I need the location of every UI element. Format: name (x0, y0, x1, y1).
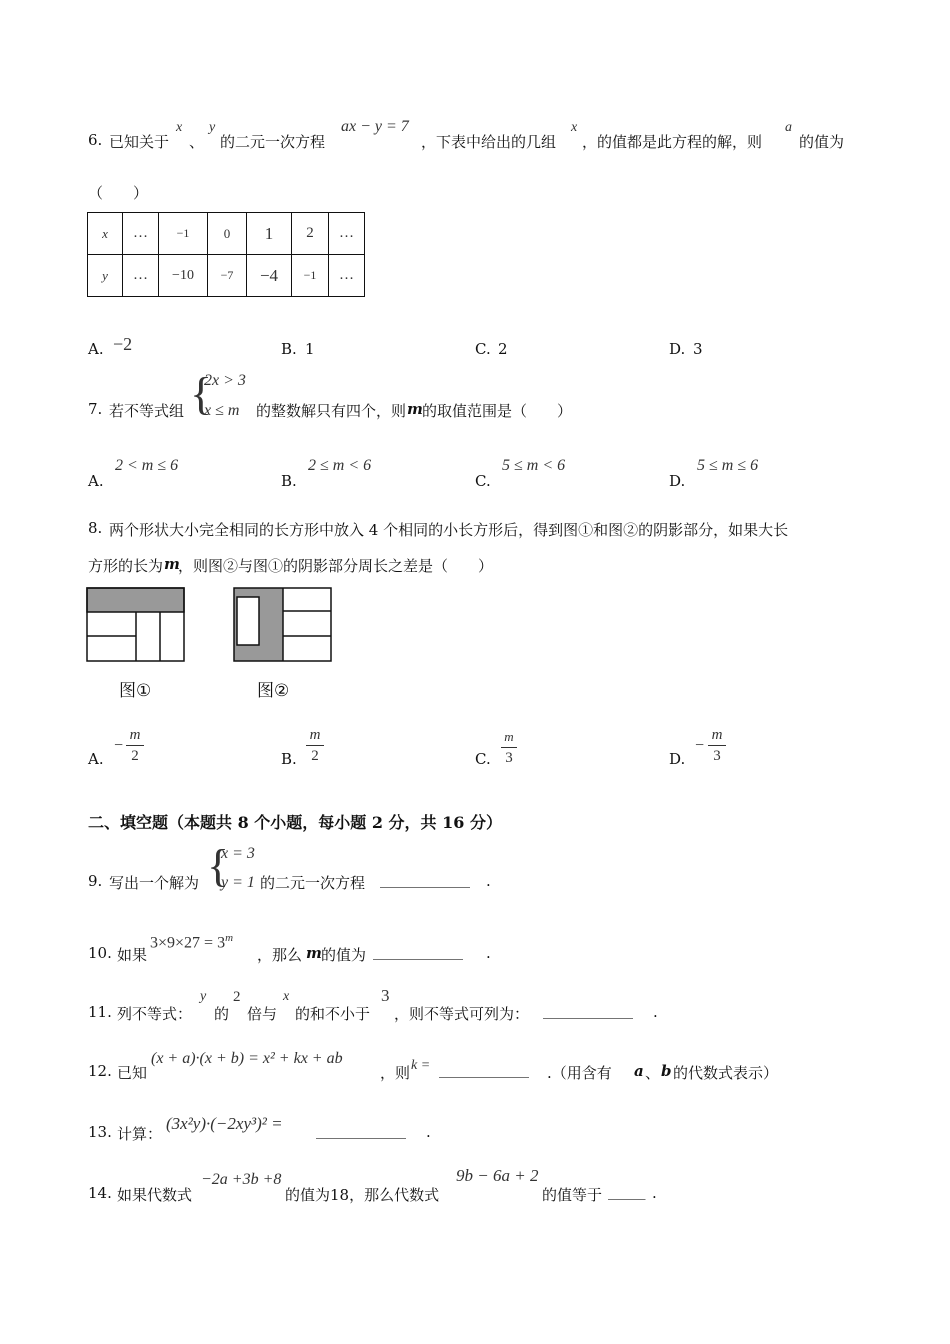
table-cell: y (88, 255, 123, 297)
q9-period: . (486, 872, 491, 890)
table-cell: … (329, 213, 365, 255)
table-row (88, 213, 365, 255)
table-cell: x (88, 213, 123, 255)
q10-expression (150, 932, 233, 952)
q6-value-table (87, 212, 365, 297)
q8-line-1: 两个形状大小完全相同的长方形中放入 4 个相同的小长方形后，得到图①和图②的阴影部分，如果大长 (109, 521, 789, 539)
q6-text-5: 的值为 (799, 133, 845, 151)
q7-text-3: 的取值范围是（ ） (422, 402, 573, 420)
fraction-bar (126, 745, 144, 746)
q11-text-5: ，则不等式可列为： (394, 1005, 530, 1023)
q11-coef-2: 2 (233, 989, 241, 1005)
q6-equation: ax − y = 7 (341, 118, 409, 135)
q6-text-2: 的二元一次方程 (220, 133, 326, 151)
q8-option-a-label: A. (88, 750, 104, 768)
q8-line-2b: ，则图②与图①的阴影部分周长之差是（ ） (178, 557, 494, 575)
q14-expression-2: 9b − 6a + 2 (456, 1166, 539, 1185)
q10-answer-blank[interactable]: ____________ (373, 942, 463, 960)
q7-text-1: 若不等式组 (109, 402, 185, 420)
q12-text-1: 已知 (117, 1064, 148, 1082)
q8-option-a-sign: − (114, 737, 124, 754)
figure-2-diagram (233, 587, 333, 663)
q10-var-m: m (306, 944, 322, 962)
fraction-numerator: m (504, 729, 514, 744)
table-cell: … (123, 255, 159, 297)
q14-expression-1: −2a +3b +8 (201, 1171, 282, 1188)
q11-number: 11. (88, 1003, 112, 1021)
table-cell: 2 (292, 213, 329, 255)
table-cell: … (329, 255, 365, 297)
q12-text-2: ，则 (380, 1064, 411, 1082)
table-cell: −1 (159, 213, 208, 255)
q12-expression: (x + a)·(x + b) = x² + kx + ab (151, 1050, 343, 1067)
table-cell: −4 (247, 255, 292, 297)
fraction-bar (306, 745, 324, 746)
q12-var-k: k = (411, 1058, 431, 1073)
q14-period: . (652, 1184, 657, 1202)
q7-option-a-label: A. (88, 472, 104, 490)
q10-number: 10. (88, 944, 112, 962)
q10-period: . (486, 944, 491, 962)
q6-option-a-value: −2 (113, 334, 133, 354)
q8-option-d-fraction (708, 726, 726, 765)
q11-answer-blank[interactable]: ____________ (543, 1001, 633, 1019)
q13-period: . (426, 1123, 431, 1141)
q6-option-c-value: 2 (498, 340, 508, 358)
fraction-numerator: m (129, 727, 141, 743)
q11-text-4: 的和不小于 (295, 1005, 371, 1023)
fraction-bar (501, 747, 517, 748)
fraction-denominator: 2 (311, 748, 319, 764)
q8-option-d-sign: − (695, 737, 705, 754)
q13-expression: (3x²y)·(−2xy³)² = (166, 1114, 283, 1133)
table-cell: −1 (292, 255, 329, 297)
table-cell: 0 (208, 213, 247, 255)
q11-var-x: x (283, 989, 290, 1004)
q6-var-a: a (785, 120, 792, 135)
q11-period: . (653, 1003, 658, 1021)
figure-1-caption: 图① (119, 681, 152, 701)
q14-text-3: 的值等于 (542, 1186, 603, 1204)
figure-2-caption: 图② (257, 681, 290, 701)
fraction-denominator: 3 (505, 750, 513, 766)
q14-text-1: 如果代数式 (117, 1186, 193, 1204)
q6-var-y: y (209, 120, 216, 135)
q8-option-b-fraction (306, 726, 324, 765)
q6-option-d-value: 3 (693, 340, 703, 358)
q11-text-3: 倍与 (247, 1005, 278, 1023)
q6-var-x2: x (571, 120, 578, 135)
q11-var-y: y (200, 989, 207, 1004)
q8-option-b-label: B. (281, 750, 297, 768)
q6-option-c-label: C. (475, 340, 491, 358)
q12-number: 12. (88, 1062, 112, 1080)
q7-text-2: 的整数解只有四个，则 (256, 402, 407, 420)
q7-option-d-label: D. (669, 472, 686, 490)
q12-var-b: b (661, 1062, 672, 1080)
q11-const-3: 3 (381, 986, 390, 1005)
q7-option-a-value: 2 < m ≤ 6 (115, 457, 179, 474)
q12-text-4: 、 (645, 1064, 661, 1082)
q12-var-a: a (634, 1062, 644, 1080)
q7-system-brace: { (190, 368, 213, 419)
q6-text-1: 已知关于 (109, 133, 170, 151)
q6-text-3: ，下表中给出的几组 (421, 133, 557, 151)
q14-answer-blank[interactable]: _____ (608, 1182, 646, 1200)
table-row (88, 255, 365, 297)
q6-option-b-value: 1 (305, 340, 315, 358)
q6-number: 6. (88, 131, 103, 149)
q13-answer-blank[interactable]: ____________ (316, 1121, 406, 1139)
table-cell: … (123, 213, 159, 255)
fraction-denominator: 2 (131, 748, 139, 764)
q9-number: 9. (88, 872, 103, 890)
table-cell: −10 (159, 255, 208, 297)
q6-option-a-label: A. (88, 340, 104, 358)
figure-2-inner-rect (237, 597, 259, 645)
q11-text-1: 列不等式： (117, 1005, 193, 1023)
q9-text-1: 写出一个解为 (109, 874, 200, 892)
q8-option-c-fraction (501, 728, 517, 767)
figure-1-shaded-area (87, 588, 184, 612)
q8-option-d-label: D. (669, 750, 686, 768)
q8-var-m: m (164, 555, 180, 573)
q6-text-4: ，的值都是此方程的解，则 (582, 133, 763, 151)
section-2-title: 二、填空题（本题共 8 个小题，每小题 2 分，共 16 分） (88, 813, 502, 832)
q10-exponent: m (225, 932, 234, 944)
q7-system-line-1: 2x > 3 (204, 372, 246, 389)
q7-option-b-label: B. (281, 472, 297, 490)
q11-text-2: 的 (214, 1005, 230, 1023)
q12-answer-blank[interactable]: ____________ (439, 1060, 529, 1078)
q13-number: 13. (88, 1123, 112, 1141)
q9-answer-blank[interactable]: ____________ (380, 870, 470, 888)
figure-1-diagram (86, 587, 186, 663)
q7-system-line-2: x ≤ m (204, 402, 240, 419)
q6-var-x: x (176, 120, 183, 135)
q6-option-b-label: B. (281, 340, 297, 358)
q6-sep: 、 (189, 133, 205, 151)
q14-text-2: 的值为18，那么代数式 (285, 1186, 440, 1204)
q7-option-c-value: 5 ≤ m < 6 (502, 457, 566, 474)
q8-option-a-fraction (126, 726, 144, 765)
q6-answer-paren: （ ） (88, 184, 149, 202)
q13-text-1: 计算： (117, 1125, 163, 1143)
fraction-bar (708, 745, 726, 746)
q10-text-2: ，那么 (257, 946, 303, 964)
fraction-numerator: m (309, 727, 321, 743)
q8-option-c-label: C. (475, 750, 491, 768)
q12-text-3: .（用含有 (547, 1064, 612, 1082)
q7-option-b-value: 2 ≤ m < 6 (308, 457, 372, 474)
q7-var-m: m (407, 400, 423, 418)
table-cell: 1 (247, 213, 292, 255)
q10-text-1: 如果 (117, 946, 148, 964)
q7-number: 7. (88, 400, 103, 418)
q14-number: 14. (88, 1184, 112, 1202)
q7-option-d-value: 5 ≤ m ≤ 6 (697, 457, 759, 474)
q9-system-line-2: y = 1 (221, 874, 255, 891)
fraction-numerator: m (711, 727, 723, 743)
table-cell: −7 (208, 255, 247, 297)
q8-number: 8. (88, 519, 103, 537)
q9-text-2: 的二元一次方程 (260, 874, 366, 892)
q10-text-3: 的值为 (321, 946, 367, 964)
q10-expression-base: 3×9×27 = 3 (150, 934, 226, 952)
q12-text-5: 的代数式表示） (673, 1064, 779, 1082)
q9-system-brace: { (207, 840, 230, 891)
q7-option-c-label: C. (475, 472, 491, 490)
q8-line-2a: 方形的长为 (88, 557, 164, 575)
fraction-denominator: 3 (713, 748, 721, 764)
q6-option-d-label: D. (669, 340, 686, 358)
q9-system-line-1: x = 3 (221, 845, 255, 862)
